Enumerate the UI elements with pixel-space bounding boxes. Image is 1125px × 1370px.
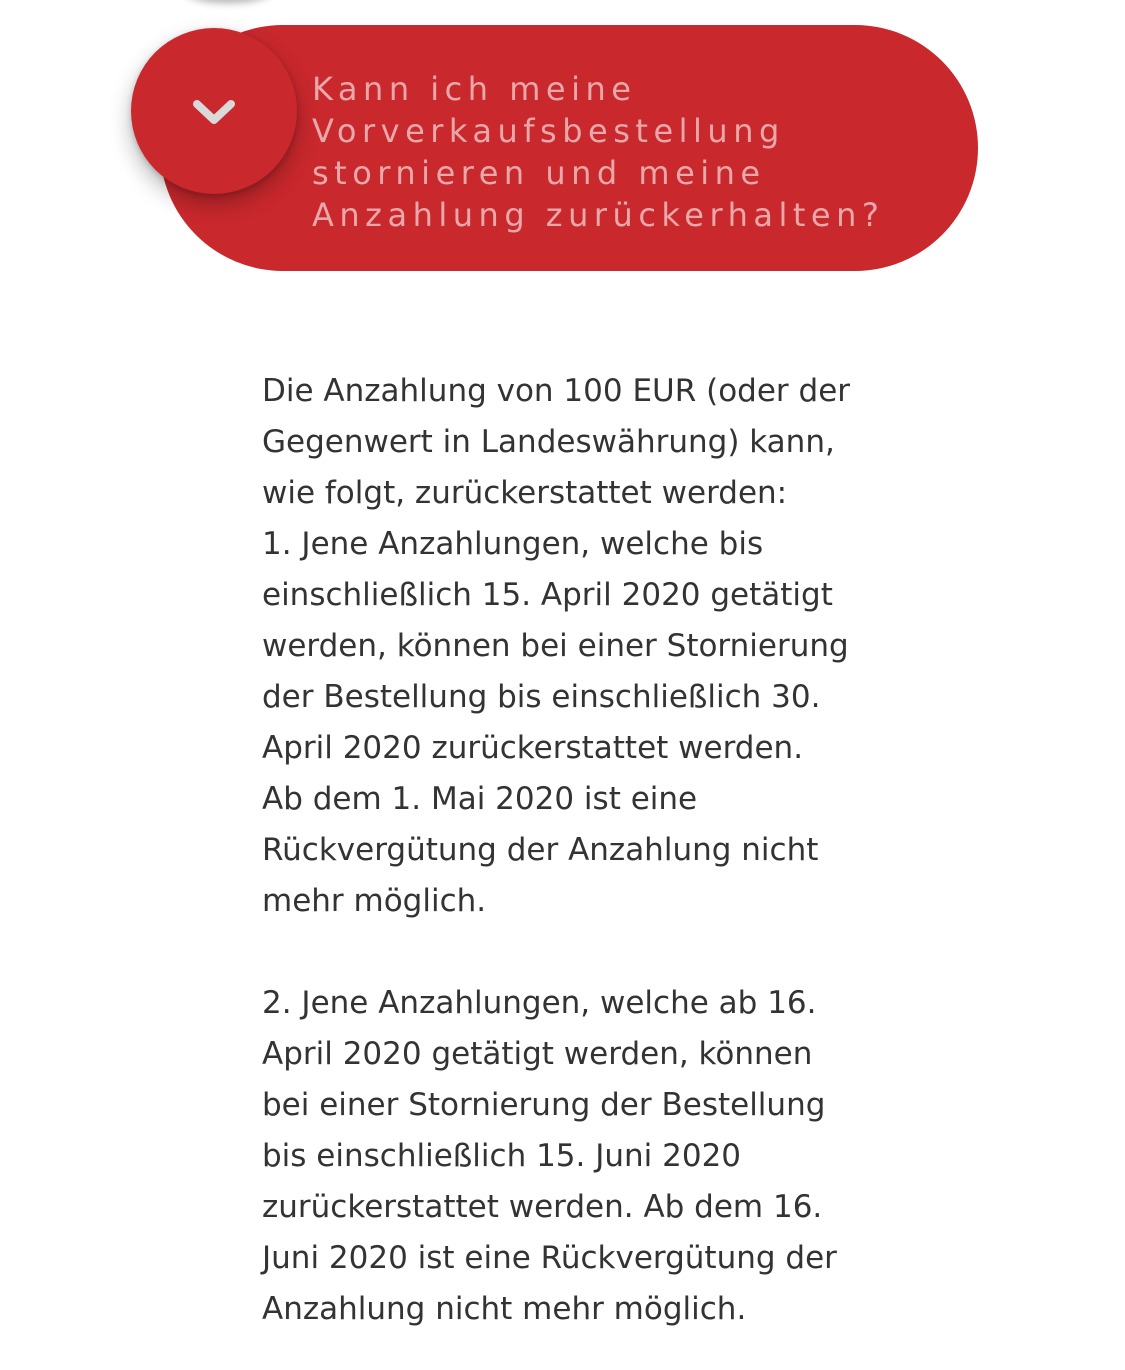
answer-line: wie folgt, zurückerstattet werden:	[262, 475, 788, 511]
faq-answer	[262, 366, 962, 1335]
question-line: Vorverkaufsbestellung	[312, 112, 785, 150]
question-line: Kann ich meine	[312, 70, 637, 108]
answer-line: werden, können bei einer Stornierung	[262, 628, 849, 664]
answer-line: 1. Jene Anzahlungen, welche bis	[262, 526, 764, 562]
answer-line: Die Anzahlung von 100 EUR (oder der	[262, 373, 851, 409]
answer-line: Juni 2020 ist eine Rückvergütung der	[262, 1240, 837, 1276]
answer-line: bis einschließlich 15. Juni 2020	[262, 1138, 742, 1174]
answer-line: Gegenwert in Landeswährung) kann,	[262, 424, 835, 460]
paragraph-spacer	[262, 927, 962, 978]
answer-line: der Bestellung bis einschließlich 30.	[262, 679, 821, 715]
answer-line: Anzahlung nicht mehr möglich.	[262, 1291, 747, 1327]
question-line: stornieren und meine	[312, 154, 766, 192]
answer-line: zurückerstattet werden. Ab dem 16.	[262, 1189, 823, 1225]
expand-toggle-button[interactable]	[131, 28, 297, 194]
answer-line: 2. Jene Anzahlungen, welche ab 16.	[262, 985, 817, 1021]
answer-line: April 2020 zurückerstattet werden.	[262, 730, 804, 766]
faq-question-text[interactable]	[312, 68, 952, 236]
chevron-down-icon	[192, 99, 236, 127]
answer-line: einschließlich 15. April 2020 getätigt	[262, 577, 833, 613]
answer-line: bei einer Stornierung der Bestellung	[262, 1087, 826, 1123]
question-line: Anzahlung zurückerhalten?	[312, 196, 885, 234]
answer-line: mehr möglich.	[262, 883, 487, 919]
answer-line: Rückvergütung der Anzahlung nicht	[262, 832, 819, 868]
answer-line: Ab dem 1. Mai 2020 ist eine	[262, 781, 698, 817]
answer-line: April 2020 getätigt werden, können	[262, 1036, 813, 1072]
